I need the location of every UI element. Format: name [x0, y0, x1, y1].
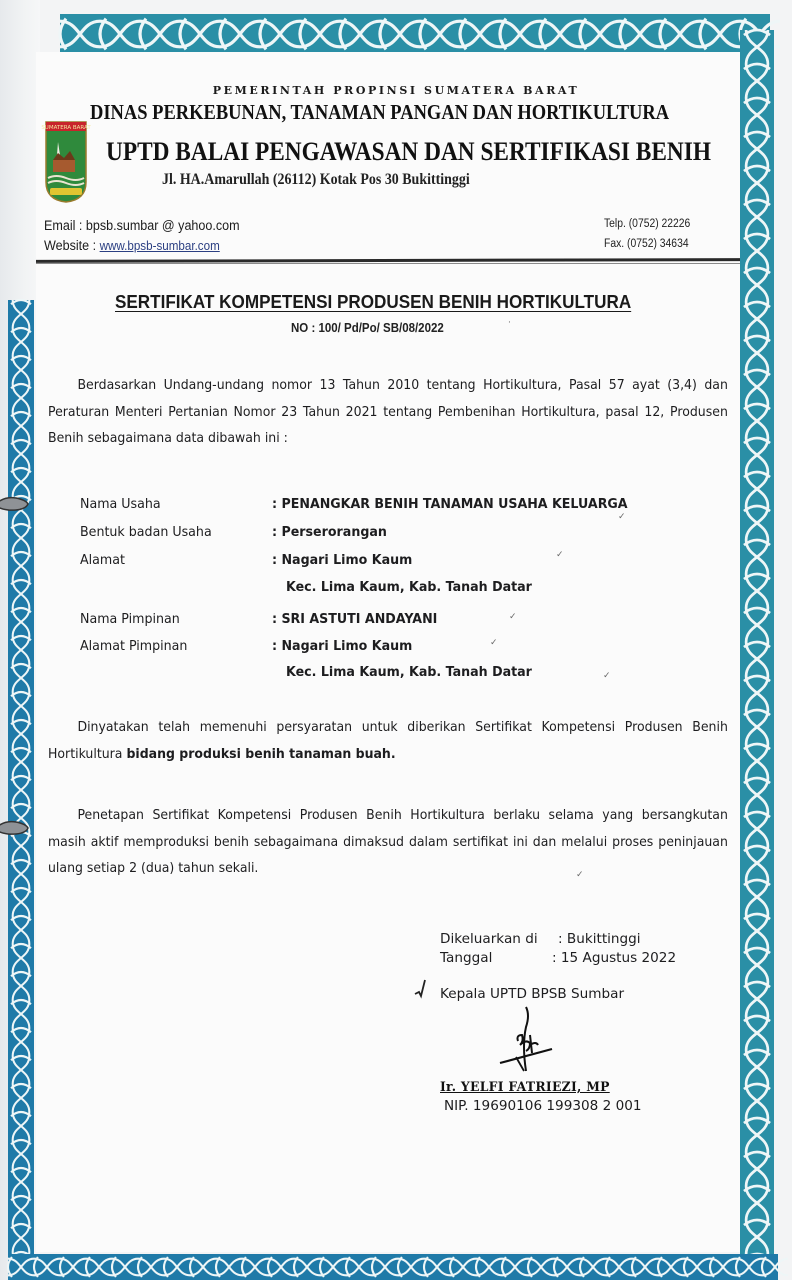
emblem-caption: SUMATERA BARAT [41, 125, 91, 131]
pen-check-mark-icon [413, 978, 433, 1002]
fax-number: Fax. (0752) 34634 [604, 238, 689, 250]
letterhead-government: PEMERINTAH PROPINSI SUMATERA BARAT [212, 84, 580, 97]
binder-ring-icon [0, 820, 30, 836]
field-value: : PENANGKAR BENIH TANAMAN USAHA KELUARGA [272, 496, 628, 512]
contact-left [44, 216, 240, 256]
letterhead-department: DINAS PERKEBUNAN, TANAMAN PANGAN DAN HORTIKULTURA [90, 100, 670, 124]
contact-right [604, 214, 690, 254]
field-value-continued: Kec. Lima Kaum, Kab. Tanah Datar [286, 579, 532, 595]
field-value: : SRI ASTUTI ANDAYANI [272, 611, 438, 627]
pen-check-mark-icon: ✓ [556, 550, 564, 560]
celtic-border-top [60, 14, 770, 54]
letterhead-divider-thin [36, 263, 740, 264]
field-value: : Perserorangan [272, 524, 387, 540]
field-label: Nama Usaha [80, 496, 161, 512]
province-emblem-icon [41, 120, 91, 204]
field-value-continued: Kec. Lima Kaum, Kab. Tanah Datar [286, 664, 532, 680]
field-label: Bentuk badan Usaha [80, 524, 212, 540]
issued-date-label: Tanggal [440, 950, 493, 966]
pen-check-mark-icon: ✓ [509, 612, 517, 622]
pen-check-mark-icon: ✓ [576, 870, 584, 880]
field-label: Alamat Pimpinan [80, 638, 188, 654]
certificate-number: NO : 100/ Pd/Po/ SB/08/2022 [291, 321, 444, 335]
field-label: Nama Pimpinan [80, 611, 180, 627]
binder-ring-icon [0, 496, 30, 512]
pen-check-mark-icon: ✓ [618, 512, 626, 522]
pen-mark-icon: · [508, 318, 511, 328]
signer-name: Ir. YELFI FATRIEZI, MP [440, 1080, 610, 1095]
signature-icon [496, 1005, 556, 1077]
letterhead-agency: UPTD BALAI PENGAWASAN DAN SERTIFIKASI BENIH [106, 136, 711, 166]
email-address[interactable]: bpsb.sumbar @ yahoo.com [85, 218, 240, 233]
certificate-title: SERTIFIKAT KOMPETENSI PRODUSEN BENIH HORTIKULTURA [115, 292, 632, 312]
intro-text: Berdasarkan Undang-undang nomor 13 Tahun 2010 tentang Hortikultura, Pasal 57 ayat (3,4) dan Peraturan Menteri Pertanian Nomor 23 Tahun 2021 tentang Pembenihan Hortikultura, pasal 12, Produsen Benih sebagaimana data dibawah ini : [48, 377, 728, 446]
phone-number: Telp. (0752) 22226 [604, 218, 691, 230]
validity-text: Penetapan Sertifikat Kompetensi Produsen Benih Hortikultura berlaku selama yang bersangkutan masih aktif memproduksi benih sebagaimana dimaksud dalam sertifikat ini dan melalui proses peninjauan ulang setiap 2 (dua) tahun sekali. [48, 807, 728, 876]
issued-place-label: Dikeluarkan di [440, 931, 538, 947]
signer-nip: NIP. 19690106 199308 2 001 [444, 1098, 642, 1114]
statement-bold-text: bidang produksi benih tanaman buah. [126, 745, 396, 762]
issued-place: : Bukittinggi [558, 931, 641, 947]
field-value: : Nagari Limo Kaum [272, 552, 413, 568]
statement-text: Dinyatakan telah memenuhi persyaratan untuk diberikan Sertifikat Kompetensi Produsen Benih Hortikultura [48, 719, 728, 762]
issued-date: : 15 Agustus 2022 [552, 950, 677, 966]
statement-paragraph [48, 714, 728, 767]
website-label: Website : [44, 238, 100, 253]
celtic-border-left [8, 300, 34, 1280]
intro-paragraph [48, 372, 728, 452]
celtic-border-right [740, 30, 774, 1280]
validity-paragraph [48, 802, 728, 882]
pen-check-mark-icon: ✓ [490, 638, 498, 648]
letterhead-address: Jl. HA.Amarullah (26112) Kotak Pos 30 Bukittinggi [162, 171, 470, 188]
email-label: Email : [44, 218, 86, 233]
field-label: Alamat [80, 552, 125, 568]
signer-title: Kepala UPTD BPSB Sumbar [440, 986, 625, 1002]
website-link[interactable]: www.bpsb-sumbar.com [99, 239, 220, 253]
pen-check-mark-icon: ✓ [603, 671, 611, 681]
celtic-border-bottom [8, 1254, 778, 1280]
field-value: : Nagari Limo Kaum [272, 638, 413, 654]
